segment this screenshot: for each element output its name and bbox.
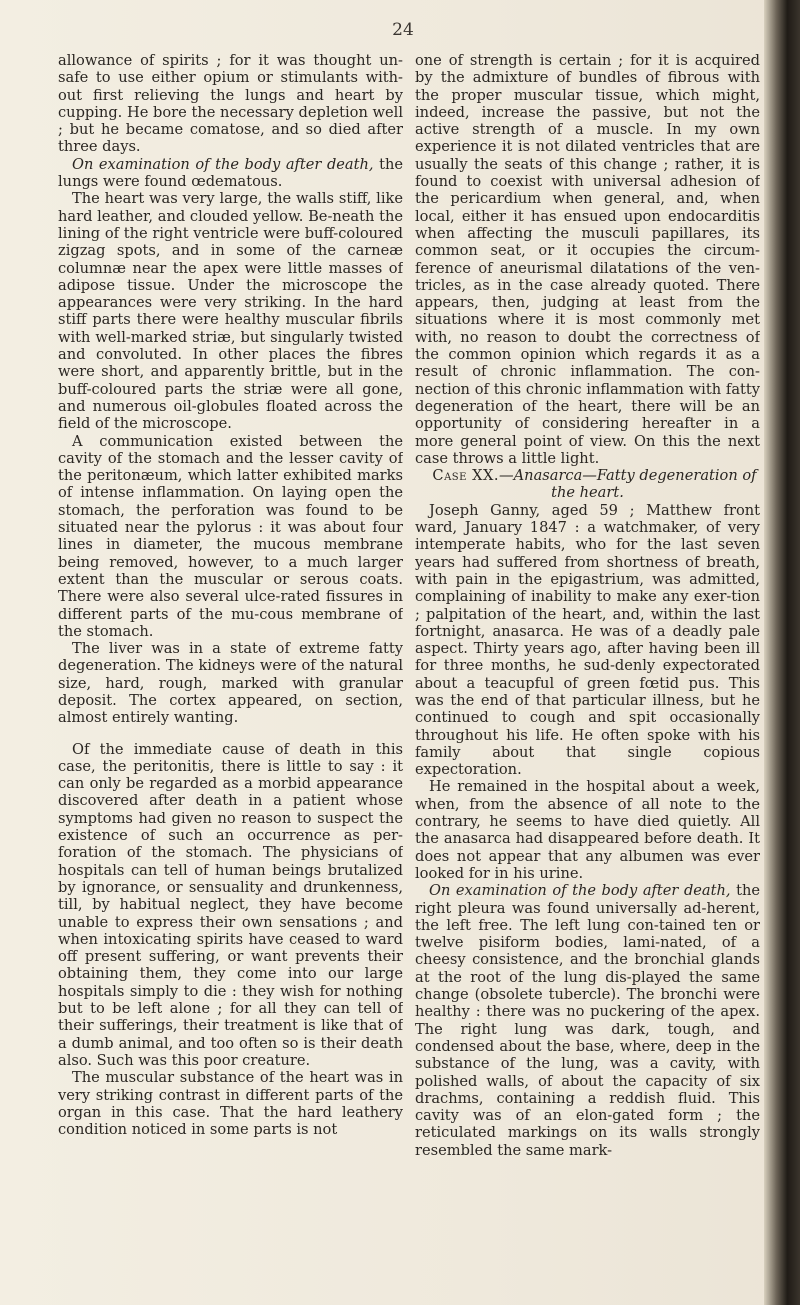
- paragraph: Of the immediate cause of death in this case, the peritonitis, there is little to say : it can only be regarded as a morbid appearance discovered after death in a patient whose symptoms had given no reason to suspect the existence of such an occurrence as per-foration of the stomach. The physicians of hospitals can tell of human beings brutalized by ignorance, or sensuality and drunkenness, till, by habitual neglect, they have become unable to express their own sensations ; and when intoxicating spirits have ceased to ward off present suffering, or want prevents their obtaining them, they come into our large hospitals simply to die : they wish for nothing but to be left alone ; for all they can tell of their sufferings, their treatment is like that of a dumb animal, and too often so is their death also. Such was this poor creature.: [58, 740, 403, 1069]
- paragraph: allowance of spirits ; for it was thought un-safe to use either opium or stimulants with-out first relieving the lungs and heart by cupping. He bore the necessary depletion well ; but he became comatose, and so died after three days.: [58, 52, 403, 156]
- left-column: [58, 52, 403, 1292]
- case-title: —Anasarca—Fatty degeneration of the heart.: [499, 467, 757, 502]
- page-number: 24: [392, 20, 414, 40]
- paragraph: The liver was in a state of extreme fatty degeneration. The kidneys were of the natural size, hard, rough, marked with granular deposit. The cortex appeared, on section, almost entirely wanting.: [58, 640, 403, 727]
- paragraph: Joseph Ganny, aged 59 ; Matthew front ward, January 1847 : a watchmaker, of very intemperate habits, who for the last seven years had suffered from shortness of breath, with pain in the epigastrium, was admitted, complaining of inability to make any exer-tion ; palpitation of the heart, and, within the last fortnight, anasarca. He was of a deadly pale aspect. Thirty years ago, after having been ill for three months, he sud-denly expectorated about a teacupful of green fœtid pus. This was the end of that particular illness, but he continued to cough and spit occasionally throughout his life. He often spoke with his family about that single copious expectoration.: [415, 501, 760, 779]
- italic-lead: On examination of the body after death,: [72, 155, 374, 173]
- paragraph-text: the right pleura was found universally ad-herent, the left free. The left lung con-tained ten or twelve pisiform bodies, lami-nated, of a cheesy consistence, and the bronchial glands at the root of the lung dis-played the same change (obsolete tubercle). The bronchi were healthy : there was no puckering of the apex. The right lung was dark, tough, and condensed about the base, where, deep in the substance of the lung, was a cavity, with polished walls, of about the capacity of six drachms, containing a reddish fluid. This cavity was of an elon-gated form ; the reticulated markings on its walls strongly resembled the same mark-: [415, 882, 760, 1159]
- paragraph: [415, 882, 760, 1159]
- paragraph: A communication existed between the cavity of the stomach and the lesser cavity of the peritonæum, which latter exhibited marks of intense inflammation. On laying open the stomach, the perforation was found to be situated near the pylorus : it was about four lines in diameter, the mucous membrane being removed, however, to a much larger extent than the muscular or serous coats. There were also several ulce-rated fissures in different parts of the mu-cous membrane of the stomach.: [58, 432, 403, 640]
- right-column: [415, 52, 760, 1292]
- paragraph: The muscular substance of the heart was in very striking contrast in different parts of the organ in this case. That the hard leathery condition noticed in some parts is not: [58, 1069, 403, 1139]
- paragraph: The heart was very large, the walls stiff, like hard leather, and clouded yellow. Be-neath the lining of the right ventricle were buff-coloured zigzag spots, and in some of the carneæ columnæ near the apex were little masses of adipose tissue. Under the microscope the appearances were very striking. In the hard stiff parts there were healthy muscular fibrils with well-marked striæ, but singularly twisted and convoluted. In other places the fibres were short, and apparently brittle, but in the buff-coloured parts the striæ were all gone, and numerous oil-globules floated across the field of the microscope.: [58, 190, 403, 433]
- book-binding-edge: [764, 0, 800, 1305]
- case-heading: [415, 467, 760, 502]
- paragraph: He remained in the hospital about a week, when, from the absence of all note to the contrary, he seems to have died quietly. All the anasarca had disappeared before death. It does not appear that any albumen was ever looked for in his urine.: [415, 778, 760, 882]
- italic-lead: On examination of the body after death,: [429, 882, 731, 900]
- paragraph: one of strength is certain ; for it is acquired by the admixture of bundles of fibrous with the proper muscular tissue, which might, indeed, increase the passive, but not the active strength of a muscle. In my own experience it is not dilated ventricles that are usually the seats of this change ; rather, it is found to coexist with universal adhesion of the pericardium when general, and, when local, either it has ensued upon endocarditis when affecting the musculi papillares, its common seat, or it occupies the circum-ference of aneurismal dilatations of the ven-tricles, as in the case already quoted. There appears, then, judging at least from the situations where it is most commonly met with, no reason to doubt the correctness of the common opinion which regards it as a result of chronic inflammation. The con-nection of this chronic inflammation with fatty degeneration of the heart, there will be an opportunity of considering hereafter in a more general point of view. On this the next case throws a little light.: [415, 52, 760, 467]
- paragraph: [58, 156, 403, 191]
- paragraph-text: the lungs were found œdematous.: [58, 155, 403, 191]
- case-label: Case XX.: [432, 467, 500, 485]
